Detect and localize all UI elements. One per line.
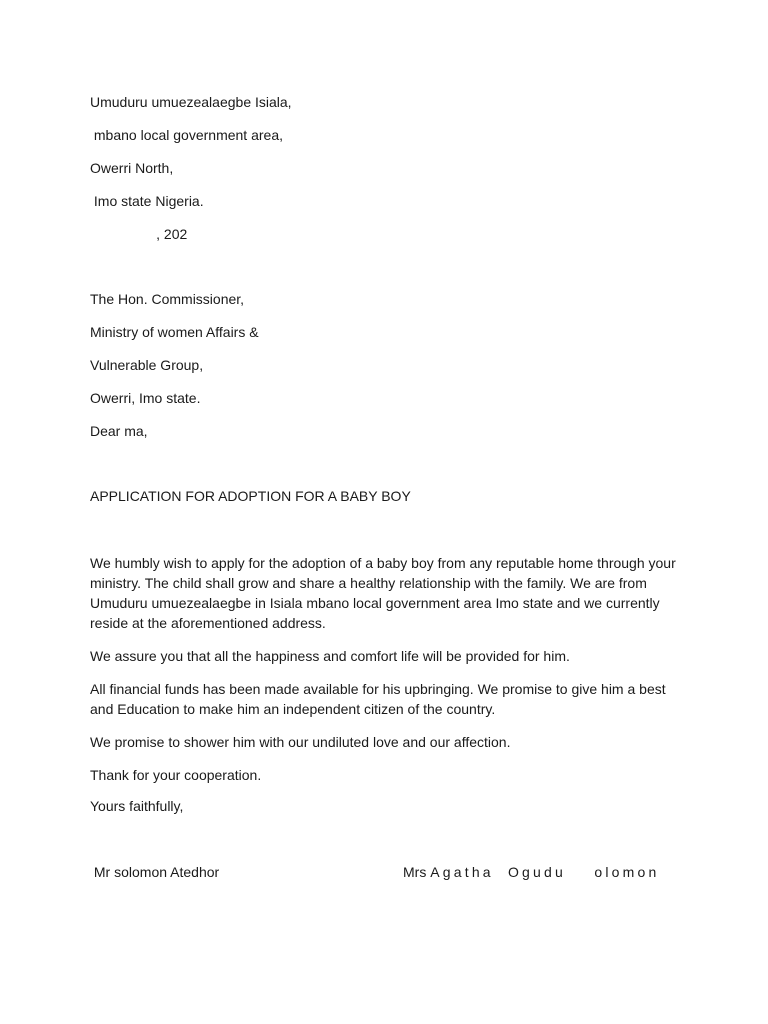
body-paragraph-5: Thank for your cooperation. — [90, 767, 262, 783]
sender-address-line-3: Owerri North, — [90, 160, 174, 176]
body-paragraph-3: All financial funds has been made available for his upbringing. We promise to give him a best and Education to make him an independent citizen of the country. — [90, 681, 666, 717]
body-paragraph-1: We humbly wish to apply for the adoption of a baby boy from any reputable home through your ministry. The child shall grow and share a healthy relationship with the family. We are from Umuduru umuezealaegbe in Isiala mbano local government area Imo state and we currently reside at the aforementioned address. — [90, 555, 676, 631]
signature-right — [403, 863, 659, 881]
signature-right-prefix: Mrs — [403, 864, 431, 880]
body-paragraph-4: We promise to shower him with our undiluted love and our affection. — [90, 734, 511, 750]
recipient-address-line-3: Vulnerable Group, — [90, 357, 204, 373]
salutation: Dear ma, — [90, 423, 148, 439]
signature-right-name: Agatha Ogudu olomon — [430, 864, 660, 880]
sender-address-line-1: Umuduru umuezealaegbe Isiala, — [90, 94, 292, 110]
recipient-address-line-1: The Hon. Commissioner, — [90, 291, 245, 307]
closing: Yours faithfully, — [90, 798, 184, 814]
recipient-address-line-4: Owerri, Imo state. — [90, 390, 201, 406]
body-paragraph-2: We assure you that all the happiness and comfort life will be provided for him. — [90, 648, 570, 664]
recipient-address-line-2: Ministry of women Affairs & — [90, 324, 259, 340]
subject-heading: APPLICATION FOR ADOPTION FOR A BABY BOY — [90, 488, 411, 504]
letter-date: , 202 — [90, 226, 188, 242]
sender-address-line-2: mbano local government area, — [90, 127, 283, 143]
sender-address-line-4: Imo state Nigeria. — [90, 193, 204, 209]
signature-left: Mr solomon Atedhor — [90, 864, 220, 880]
